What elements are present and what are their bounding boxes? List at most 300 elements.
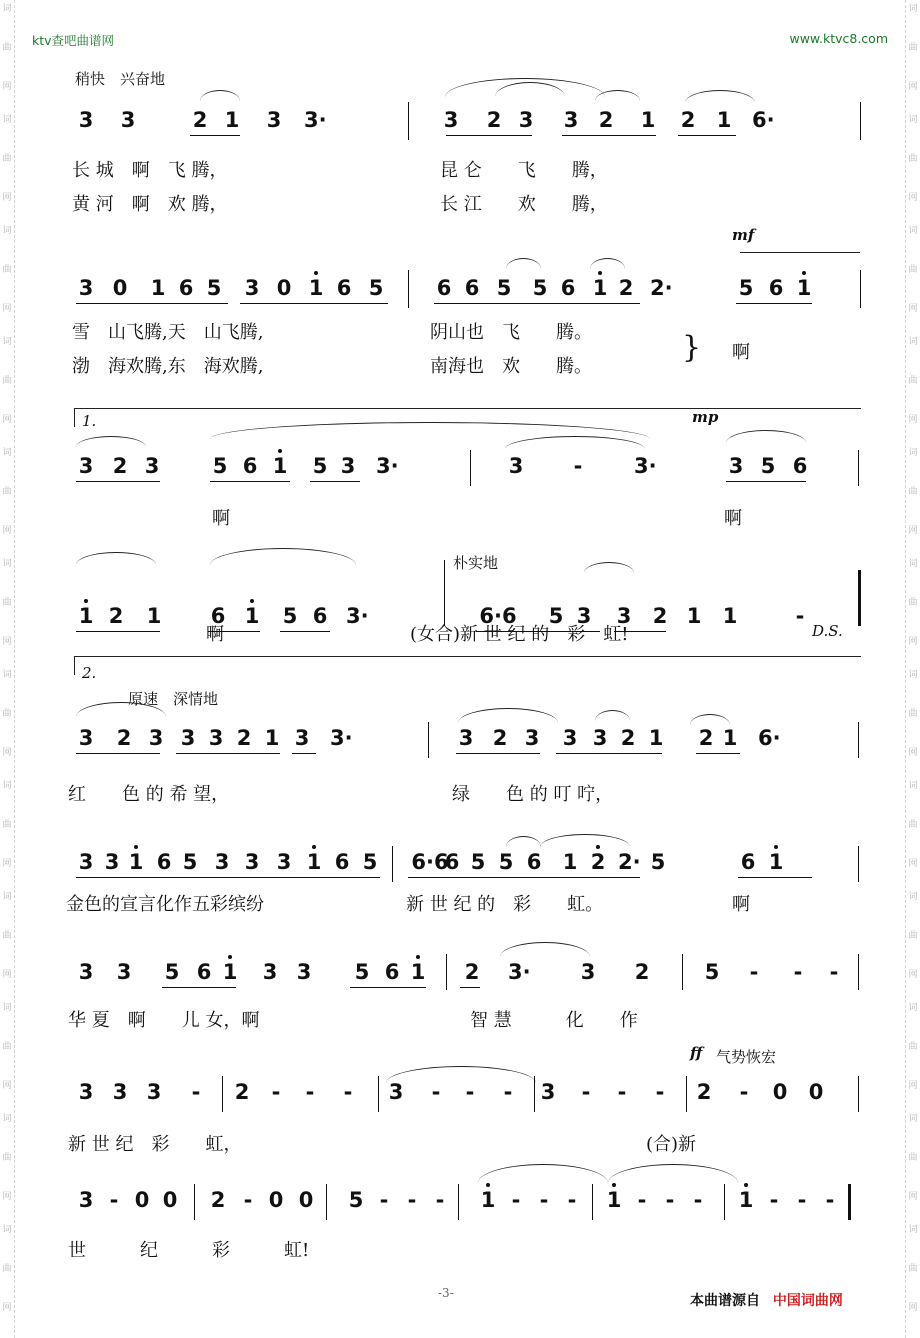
watermark-glyph: 网	[2, 748, 12, 758]
source-credit	[690, 1290, 843, 1310]
watermark-glyph: 网	[2, 970, 12, 980]
octave-dot	[598, 271, 602, 275]
watermark-glyph: 网	[2, 1303, 12, 1313]
watermark-glyph: 网	[2, 859, 12, 869]
watermark-glyph: 网	[908, 1192, 918, 1202]
note: 3	[78, 108, 94, 132]
slur	[445, 78, 605, 97]
note: 6·6	[411, 850, 449, 874]
note: 5	[532, 276, 548, 300]
lyric-line-2b: 长 江 欢 腾，	[440, 194, 608, 215]
header-left-site: ktv查吧曲谱网	[32, 33, 115, 48]
octave-dot	[774, 845, 778, 849]
octave-dot	[312, 845, 316, 849]
lyric-b: 绿 色 的 叮 咛，	[452, 784, 614, 805]
beam-underline	[76, 753, 160, 754]
watermark-glyph: 词	[908, 337, 918, 347]
watermark-glyph: 曲	[2, 931, 12, 941]
watermark-glyph: 曲	[2, 598, 12, 608]
barline	[446, 954, 447, 990]
watermark-glyph: 网	[908, 1081, 918, 1091]
volta-bracket	[74, 656, 861, 675]
watermark-glyph: 词	[2, 115, 12, 125]
note: 3	[244, 276, 260, 300]
note: 2	[192, 108, 208, 132]
note: 6	[336, 276, 352, 300]
note: 1	[308, 276, 324, 300]
watermark-glyph: 网	[908, 82, 918, 92]
barline	[470, 450, 471, 486]
note: 3·	[330, 726, 353, 750]
barline	[686, 1076, 687, 1112]
note: 3	[458, 726, 474, 750]
note: -	[511, 1188, 521, 1212]
lyric-a: 啊	[212, 508, 230, 529]
note: 3	[296, 960, 312, 984]
beam-underline	[736, 303, 812, 304]
beam-underline	[176, 753, 280, 754]
watermark-glyph: 曲	[908, 265, 918, 275]
watermark-glyph: 网	[2, 304, 12, 314]
note: 1	[606, 1188, 622, 1212]
note: 2	[464, 960, 480, 984]
beam-underline	[562, 135, 656, 136]
slur	[608, 1164, 738, 1183]
watermark-glyph: 网	[2, 1081, 12, 1091]
beam-underline	[210, 481, 290, 482]
note: 3	[146, 1080, 162, 1104]
note: 5	[206, 276, 222, 300]
watermark-glyph: 曲	[908, 154, 918, 164]
watermark-glyph: 曲	[2, 820, 12, 830]
watermark-glyph: 曲	[2, 1153, 12, 1163]
note: -	[795, 604, 805, 628]
watermark-glyph: 词	[2, 1225, 12, 1235]
note: 3	[388, 1080, 404, 1104]
watermark-glyph: 网	[2, 82, 12, 92]
octave-dot	[84, 599, 88, 603]
slur	[500, 942, 590, 957]
note: 0	[808, 1080, 824, 1104]
beam-underline	[310, 481, 360, 482]
note: 3	[266, 108, 282, 132]
watermark-glyph: 词	[908, 226, 918, 236]
lyric-line-1a: 长 城 啊 飞 腾，	[72, 160, 228, 181]
source-brand: 中国词曲网	[772, 1293, 843, 1309]
note: 6	[156, 850, 172, 874]
note: 3	[112, 1080, 128, 1104]
beam-underline	[726, 481, 806, 482]
beam-underline	[678, 135, 736, 136]
watermark-glyph: 网	[908, 415, 918, 425]
volta-number: 1.	[82, 412, 97, 430]
note: 3	[78, 1188, 94, 1212]
note: 3	[728, 454, 744, 478]
lyric-c: 啊	[732, 894, 750, 915]
octave-dot	[134, 845, 138, 849]
note: 3	[214, 850, 230, 874]
note: 2	[108, 604, 124, 628]
note: -	[343, 1080, 353, 1104]
watermark-glyph: 曲	[2, 1042, 12, 1052]
lyric-a: 金色的宣言化作五彩缤纷	[66, 894, 264, 915]
system-5	[0, 652, 920, 805]
note: 3	[78, 454, 94, 478]
note: 5	[496, 276, 512, 300]
note: 1	[480, 1188, 496, 1212]
note: 1	[264, 726, 280, 750]
note: 2	[598, 108, 614, 132]
watermark-glyph: 网	[2, 637, 12, 647]
watermark-glyph: 曲	[2, 709, 12, 719]
barline	[858, 722, 859, 758]
barline	[592, 1184, 593, 1220]
watermark-glyph: 词	[908, 1003, 918, 1013]
barline	[724, 1184, 725, 1220]
watermark-glyph: 网	[2, 415, 12, 425]
watermark-glyph: 曲	[908, 598, 918, 608]
watermark-glyph: 词	[2, 1114, 12, 1124]
note: 2	[210, 1188, 226, 1212]
note: 1	[128, 850, 144, 874]
barline	[858, 450, 859, 486]
note: -	[503, 1080, 513, 1104]
note: 5	[470, 850, 486, 874]
watermark-glyph: 词	[2, 337, 12, 347]
expression-mark: 原速 深情地	[128, 690, 219, 708]
barline	[408, 102, 409, 140]
barline	[858, 954, 859, 990]
note: 1	[562, 850, 578, 874]
watermark-glyph: 词	[2, 1003, 12, 1013]
note: 6·6	[479, 604, 517, 628]
note: 3	[208, 726, 224, 750]
barline	[444, 560, 445, 626]
note: 3	[562, 726, 578, 750]
slur	[458, 708, 558, 723]
barline	[408, 270, 409, 308]
barline	[458, 1184, 459, 1220]
slur	[595, 710, 630, 721]
lyric-line-2a: 渤 海欢腾,东 海欢腾,	[72, 356, 264, 377]
beam-underline	[76, 877, 380, 878]
note: -	[379, 1188, 389, 1212]
system-2	[0, 222, 920, 377]
watermark-glyph: 曲	[2, 43, 12, 53]
watermark-glyph: 曲	[2, 487, 12, 497]
lyric-a: 新 世 纪 彩 虹，	[68, 1134, 242, 1155]
barline	[858, 1076, 859, 1112]
watermark-glyph: 网	[2, 193, 12, 203]
lyric-line-1b: 阴山也 飞 腾。	[430, 322, 592, 343]
note: 3	[340, 454, 356, 478]
note: 3	[262, 960, 278, 984]
note: 1	[686, 604, 702, 628]
note: 2	[680, 108, 696, 132]
note: 1	[768, 850, 784, 874]
note: 5	[354, 960, 370, 984]
note: 2	[698, 726, 714, 750]
system-1	[0, 60, 920, 215]
expression-mark: 气势恢宏	[716, 1048, 777, 1066]
slur	[76, 552, 156, 565]
octave-dot	[228, 955, 232, 959]
barline	[860, 270, 861, 308]
lyric-line-1b: 昆 仑 飞 腾，	[440, 160, 608, 181]
note: 6	[196, 960, 212, 984]
beam-underline	[76, 481, 160, 482]
watermark-glyph: 网	[908, 970, 918, 980]
note: 6	[210, 604, 226, 628]
note: 3	[576, 604, 592, 628]
note: -	[749, 960, 759, 984]
lyric-b: 智 慧 化 作	[470, 1010, 638, 1031]
note: -	[243, 1188, 253, 1212]
slur	[726, 430, 806, 443]
note: -	[407, 1188, 417, 1212]
barline	[222, 1076, 223, 1112]
note: -	[665, 1188, 675, 1212]
watermark-glyph: 曲	[908, 487, 918, 497]
note: 6	[526, 850, 542, 874]
note: 2	[634, 960, 650, 984]
note: 1	[146, 604, 162, 628]
note: 3	[244, 850, 260, 874]
note: -	[793, 960, 803, 984]
watermark-glyph: 曲	[2, 376, 12, 386]
watermark-glyph: 词	[2, 4, 12, 14]
note: 2	[652, 604, 668, 628]
octave-dot	[744, 1183, 748, 1187]
note: -	[539, 1188, 549, 1212]
note: 0	[134, 1188, 150, 1212]
lyric-b: (合)新	[646, 1134, 697, 1155]
watermark-glyph: 词	[908, 448, 918, 458]
note: 1	[150, 276, 166, 300]
note: 3	[592, 726, 608, 750]
note: 3	[616, 604, 632, 628]
watermark-glyph: 曲	[908, 376, 918, 386]
octave-dot	[314, 271, 318, 275]
watermark-glyph: 曲	[2, 1264, 12, 1274]
watermark-glyph: 曲	[2, 265, 12, 275]
note: -	[581, 1080, 591, 1104]
watermark-glyph: 曲	[2, 154, 12, 164]
beam-underline	[350, 987, 426, 988]
note: 2	[234, 1080, 250, 1104]
beam-underline	[162, 987, 236, 988]
note: -	[769, 1188, 779, 1212]
ds-mark: D.S.	[812, 622, 843, 640]
beam-underline	[280, 631, 330, 632]
watermark-glyph: 词	[908, 781, 918, 791]
note: 0	[162, 1188, 178, 1212]
note: 3	[148, 726, 164, 750]
expression-mark: 朴实地	[453, 554, 499, 572]
note: 3	[78, 850, 94, 874]
beam-underline	[190, 135, 240, 136]
note: -	[693, 1188, 703, 1212]
barline	[378, 1076, 379, 1112]
watermark-glyph: 曲	[908, 931, 918, 941]
note: -	[825, 1188, 835, 1212]
watermark-glyph: 词	[2, 892, 12, 902]
note: -	[829, 960, 839, 984]
note: 6·	[752, 108, 775, 132]
dynamic-mp: mp	[692, 408, 719, 426]
note: 1	[716, 108, 732, 132]
note: 0	[772, 1080, 788, 1104]
watermark-glyph: 词	[2, 670, 12, 680]
slur	[685, 90, 755, 103]
note: 3	[116, 960, 132, 984]
octave-dot	[416, 955, 420, 959]
note: 5	[348, 1188, 364, 1212]
note: 6	[384, 960, 400, 984]
watermark-glyph: 曲	[908, 1264, 918, 1274]
note: 3·	[508, 960, 531, 984]
beam-underline	[738, 877, 812, 878]
watermark-glyph: 网	[908, 193, 918, 203]
slur	[540, 834, 630, 847]
note: 2·	[618, 850, 641, 874]
note: 1	[244, 604, 260, 628]
note: 3	[144, 454, 160, 478]
note: 5	[704, 960, 720, 984]
note: 3	[443, 108, 459, 132]
note: 6	[768, 276, 784, 300]
note: 6	[464, 276, 480, 300]
watermark-glyph: 曲	[908, 709, 918, 719]
note: 0	[112, 276, 128, 300]
lyric-a: 啊	[206, 624, 224, 645]
slur	[506, 836, 541, 847]
slur	[690, 714, 730, 725]
beam-underline	[76, 631, 160, 632]
note: -	[305, 1080, 315, 1104]
note: 5	[548, 604, 564, 628]
note: 3	[78, 276, 94, 300]
dynamic-mf: mf	[732, 226, 755, 244]
note: 2	[696, 1080, 712, 1104]
system-9	[0, 1148, 920, 1298]
watermark-glyph: 网	[908, 748, 918, 758]
beam-underline	[556, 753, 662, 754]
lyric-b: (女合)新 世 纪 的 彩 虹!	[410, 624, 629, 645]
beam-underline	[240, 303, 388, 304]
note: 1	[222, 960, 238, 984]
beam-underline	[696, 753, 740, 754]
barline	[392, 846, 393, 882]
note: 6	[312, 604, 328, 628]
note: 5	[738, 276, 754, 300]
note: 3·	[634, 454, 657, 478]
note: 5	[182, 850, 198, 874]
lyric-line-2a: 黄 河 啊 欢 腾，	[72, 194, 228, 215]
barline	[194, 1184, 195, 1220]
lyric-a: 世 纪 彩 虹!	[68, 1240, 310, 1261]
note: 3	[540, 1080, 556, 1104]
note: 5	[368, 276, 384, 300]
beam-underline	[460, 987, 480, 988]
note: 3	[78, 726, 94, 750]
watermark-glyph: 网	[908, 304, 918, 314]
slur	[506, 258, 541, 269]
note: 1	[410, 960, 426, 984]
note: 2	[620, 726, 636, 750]
watermark-glyph: 曲	[908, 1042, 918, 1052]
watermark-glyph: 词	[908, 115, 918, 125]
note: 5	[650, 850, 666, 874]
note: -	[797, 1188, 807, 1212]
dynamic-ff: ff	[690, 1044, 703, 1062]
note: 2	[486, 108, 502, 132]
watermark-glyph: 词	[908, 1114, 918, 1124]
watermark-glyph: 曲	[908, 43, 918, 53]
note: 6·	[758, 726, 781, 750]
barline	[428, 722, 429, 758]
phrase-line	[740, 252, 860, 253]
note: -	[617, 1080, 627, 1104]
watermark-glyph: 词	[2, 448, 12, 458]
note: -	[109, 1188, 119, 1212]
side-lyric: 啊	[732, 342, 750, 363]
note: 2	[112, 454, 128, 478]
system-3	[0, 400, 920, 550]
note: 6	[792, 454, 808, 478]
note: 3·	[376, 454, 399, 478]
octave-dot	[250, 599, 254, 603]
note: 5	[164, 960, 180, 984]
barline	[326, 1184, 327, 1220]
header-right-site: www.ktvc8.com	[789, 31, 888, 46]
final-barline	[858, 570, 861, 626]
beam-underline	[434, 303, 640, 304]
note: 3	[78, 1080, 94, 1104]
beam-underline	[292, 753, 316, 754]
lyric-b: 啊	[724, 508, 742, 529]
watermark-glyph: 曲	[908, 1153, 918, 1163]
watermark-glyph: 网	[908, 1303, 918, 1313]
note: 1	[224, 108, 240, 132]
watermark-glyph: 词	[908, 559, 918, 569]
slur	[210, 548, 356, 565]
note: 2	[618, 276, 634, 300]
barline	[682, 954, 683, 990]
note: 1	[722, 726, 738, 750]
note: 2	[236, 726, 252, 750]
note: 6	[334, 850, 350, 874]
note: 3	[180, 726, 196, 750]
page-number: -3-	[438, 1286, 454, 1300]
lyric-a: 红 色 的 希 望，	[68, 784, 230, 805]
note: 2	[492, 726, 508, 750]
brace: }	[682, 330, 702, 365]
note: 5	[760, 454, 776, 478]
note: 6	[436, 276, 452, 300]
note: 5	[362, 850, 378, 874]
note: -	[655, 1080, 665, 1104]
note: 5	[212, 454, 228, 478]
note: 5	[498, 850, 514, 874]
note: -	[431, 1080, 441, 1104]
note: 3·	[304, 108, 327, 132]
note: 1	[272, 454, 288, 478]
note: 2	[116, 726, 132, 750]
watermark-glyph: 词	[2, 559, 12, 569]
beam-underline	[446, 135, 532, 136]
beam-underline	[408, 877, 640, 878]
